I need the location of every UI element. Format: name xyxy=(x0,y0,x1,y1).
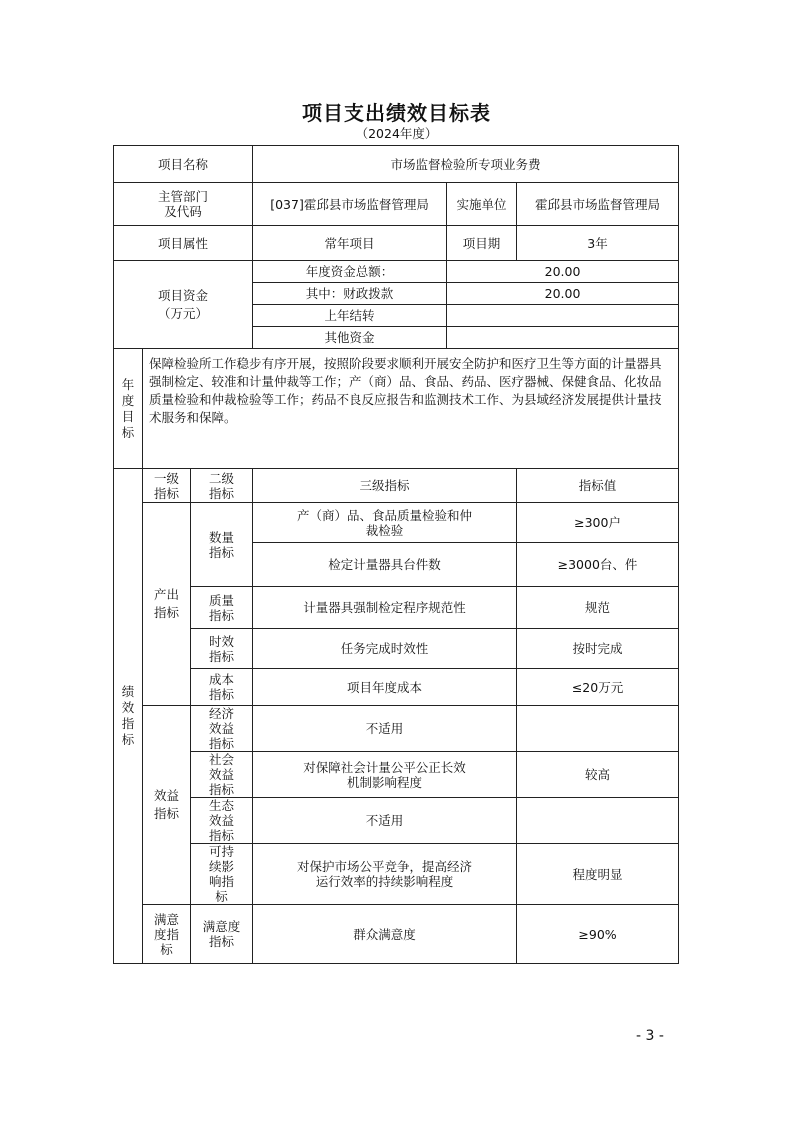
funds-fiscal-value: 20.00 xyxy=(447,283,679,305)
indicator-value: ≤20万元 xyxy=(517,669,679,706)
indicator-second: 质量指标 xyxy=(191,587,253,629)
indicator-value xyxy=(517,798,679,844)
indicator-third: 计量器具强制检定程序规范性 xyxy=(253,587,517,629)
indicator-third: 不适用 xyxy=(253,798,517,844)
indicator-row xyxy=(114,798,679,844)
funds-fiscal-label: 其中：财政拨款 xyxy=(253,283,447,305)
funds-carryover-label: 上年结转 xyxy=(253,305,447,327)
indicator-header-row xyxy=(114,469,679,503)
project-name-row xyxy=(114,146,679,183)
dept-label: 主管部门及代码 xyxy=(114,183,253,226)
page-title: 项目支出绩效目标表 xyxy=(302,101,491,125)
funds-total-value: 20.00 xyxy=(447,261,679,283)
dept-value: [037]霍邱县市场监督管理局 xyxy=(253,183,447,226)
attr-value: 常年项目 xyxy=(253,226,447,261)
output-label: 产出指标 xyxy=(143,503,191,706)
indicator-row xyxy=(114,844,679,905)
indicator-row xyxy=(114,629,679,669)
indicator-third: 对保护市场公平竞争，提高经济运行效率的持续影响程度 xyxy=(253,844,517,905)
project-name-value: 市场监督检验所专项业务费 xyxy=(253,146,679,183)
indicator-row xyxy=(114,669,679,706)
satisfaction-label: 满意度指标 xyxy=(143,905,191,964)
page-subtitle: （2024年度） xyxy=(355,126,438,141)
header-level2: 二级指标 xyxy=(191,469,253,503)
header-level1: 一级指标 xyxy=(143,469,191,503)
indicator-value: 规范 xyxy=(517,587,679,629)
indicator-second: 生态效益指标 xyxy=(191,798,253,844)
funds-carryover-value xyxy=(447,305,679,327)
attr-label: 项目属性 xyxy=(114,226,253,261)
project-name-label: 项目名称 xyxy=(114,146,253,183)
indicator-second: 经济效益指标 xyxy=(191,706,253,752)
indicator-row xyxy=(114,706,679,752)
indicator-third: 对保障社会计量公平公正长效机制影响程度 xyxy=(253,752,517,798)
impl-value: 霍邱县市场监督管理局 xyxy=(517,183,679,226)
indicator-value: 按时完成 xyxy=(517,629,679,669)
indicator-third: 产（商）品、食品质量检验和仲裁检验 xyxy=(253,503,517,543)
indicators-section-label: 绩效指标 xyxy=(114,469,143,964)
indicator-second: 可持续影响指标 xyxy=(191,844,253,905)
indicator-third: 群众满意度 xyxy=(253,905,517,964)
indicator-value xyxy=(517,706,679,752)
indicator-second: 成本指标 xyxy=(191,669,253,706)
indicator-row xyxy=(114,752,679,798)
funds-total-label: 年度资金总额： xyxy=(253,261,447,283)
attr-row xyxy=(114,226,679,261)
performance-table xyxy=(113,145,679,964)
funds-other-label: 其他资金 xyxy=(253,327,447,349)
indicator-third: 检定计量器具台件数 xyxy=(253,543,517,587)
indicator-row xyxy=(114,905,679,964)
period-value: 3年 xyxy=(517,226,679,261)
funds-label: 项目资金（万元） xyxy=(114,261,253,349)
period-label: 项目期 xyxy=(447,226,517,261)
indicator-third: 不适用 xyxy=(253,706,517,752)
indicator-second: 社会效益指标 xyxy=(191,752,253,798)
indicator-value: 程度明显 xyxy=(517,844,679,905)
indicator-third: 任务完成时效性 xyxy=(253,629,517,669)
indicator-value: ≥3000台、件 xyxy=(517,543,679,587)
goal-row xyxy=(114,349,679,469)
header-level3: 三级指标 xyxy=(253,469,517,503)
indicator-third: 项目年度成本 xyxy=(253,669,517,706)
page-number: - 3 - xyxy=(636,1028,664,1044)
indicator-row xyxy=(114,587,679,629)
goal-label: 年度目标 xyxy=(114,349,143,469)
impl-label: 实施单位 xyxy=(447,183,517,226)
indicator-second: 时效指标 xyxy=(191,629,253,669)
indicator-value: 较高 xyxy=(517,752,679,798)
qty-label: 数量指标 xyxy=(191,503,253,587)
indicator-value: ≥90% xyxy=(517,905,679,964)
funds-other-value xyxy=(447,327,679,349)
indicator-value: ≥300户 xyxy=(517,503,679,543)
dept-row xyxy=(114,183,679,226)
indicator-row xyxy=(114,503,679,543)
indicator-second: 满意度指标 xyxy=(191,905,253,964)
goal-text: 保障检验所工作稳步有序开展，按照阶段要求顺利开展安全防护和医疗卫生等方面的计量器具强制检定、较准和计量仲裁等工作；产（商）品、食品、药品、医疗器械、保健食品、化妆品质量检验和仲裁检验等工作；药品不良反应报告和监测技术工作、为县域经济发展提供计量技术服务和保障。 xyxy=(143,349,679,469)
header-value: 指标值 xyxy=(517,469,679,503)
benefit-label: 效益指标 xyxy=(143,706,191,905)
funds-total-row xyxy=(114,261,679,283)
